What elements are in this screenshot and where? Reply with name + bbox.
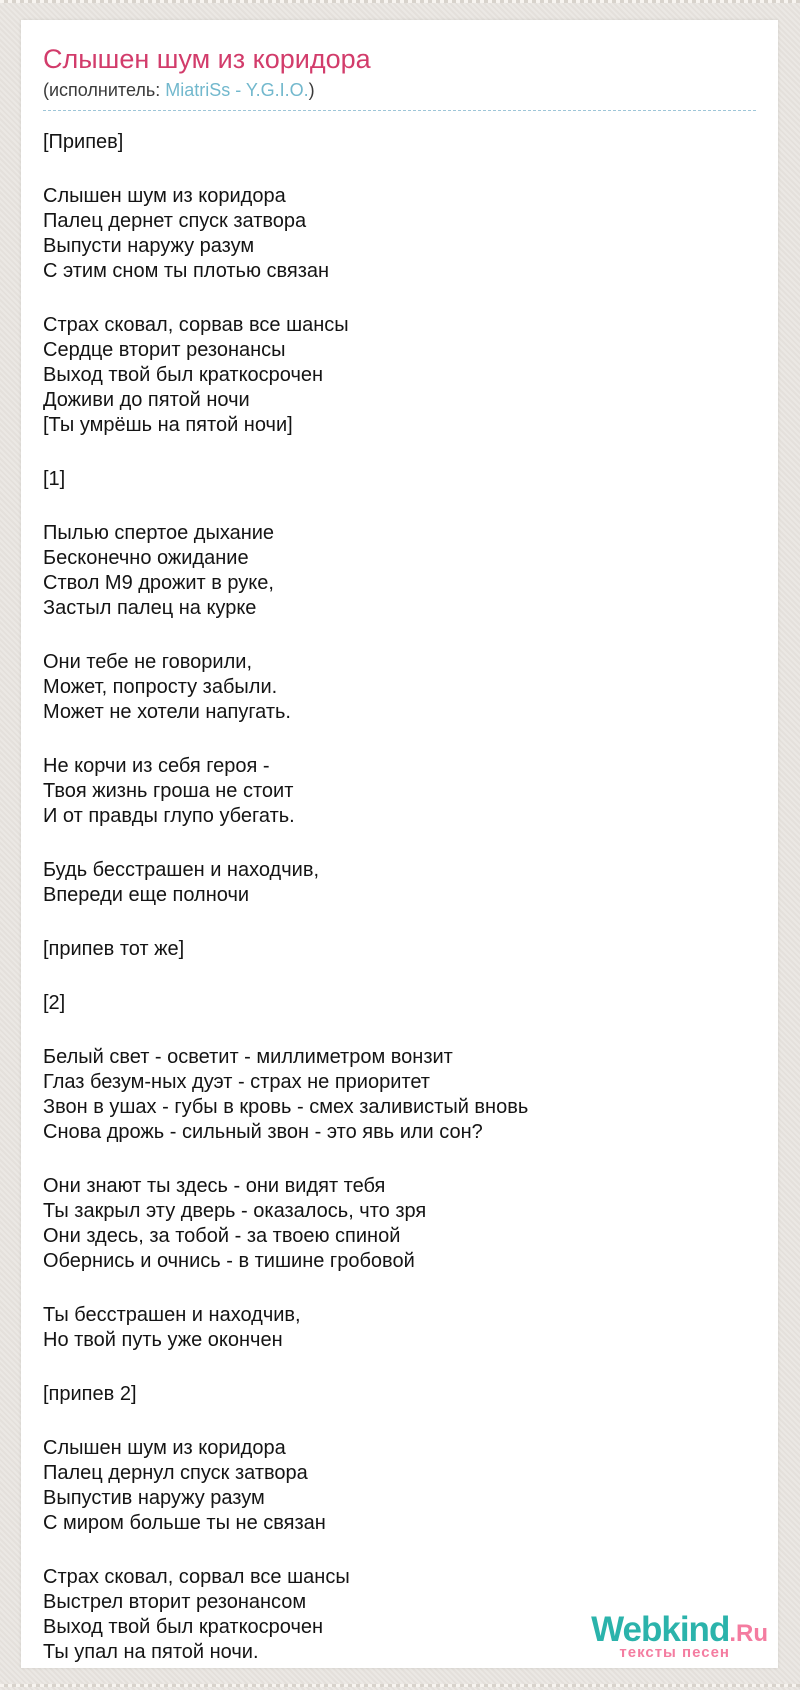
lyric-line: С этим сном ты плотью связан (43, 260, 330, 282)
lyric-line: [припев тот же] (43, 938, 185, 960)
lyric-line: Снова дрожь - сильный звон - это явь или сон? (43, 1121, 483, 1143)
page-title: Слышен шум из коридора (43, 44, 371, 74)
site-logo[interactable] (591, 1612, 768, 1660)
lyric-line: Они здесь, за тобой - за твоею спиной (43, 1225, 401, 1247)
lyrics-card (21, 20, 778, 1668)
bottom-dashed-border (0, 1684, 800, 1687)
lyric-line: [1] (43, 468, 66, 490)
lyric-line: Может, попросту забыли. (43, 676, 278, 698)
lyric-line: Бесконечно ожидание (43, 547, 249, 569)
stanza (43, 130, 756, 155)
lyric-line: Но твой путь уже окончен (43, 1329, 283, 1351)
stanza (43, 1382, 756, 1407)
lyric-line: Не корчи из себя героя - (43, 755, 270, 777)
stanza (43, 991, 756, 1016)
lyric-line: Ствол М9 дрожит в руке, (43, 572, 274, 594)
lyrics (43, 130, 756, 1665)
lyric-line: Звон в ушах - губы в кровь - смех заливистый вновь (43, 1096, 529, 1118)
top-dashed-border (0, 0, 800, 3)
stanza (43, 313, 756, 438)
lyric-line: [Ты умрёшь на пятой ночи] (43, 414, 293, 436)
lyric-line: Выход твой был краткосрочен (43, 364, 324, 386)
lyric-line: Палец дернет спуск затвора (43, 210, 307, 232)
lyric-line: Может не хотели напугать. (43, 701, 291, 723)
lyric-line: Страх сковал, сорвав все шансы (43, 314, 349, 336)
stanza (43, 1436, 756, 1536)
lyric-line: Ты упал на пятой ночи. (43, 1641, 259, 1663)
lyric-line: Выстрел вторит резонансом (43, 1591, 307, 1613)
lyric-line: [припев 2] (43, 1383, 137, 1405)
lyric-line: Впереди еще полночи (43, 884, 250, 906)
stanza (43, 184, 756, 284)
lyric-line: Выход твой был краткосрочен (43, 1616, 324, 1638)
artist-line (43, 80, 756, 111)
lyric-line: [Припев] (43, 131, 124, 153)
lyric-line: Ты закрыл эту дверь - оказалось, что зря (43, 1200, 427, 1222)
stanza (43, 467, 756, 492)
lyric-line: Выпустив наружу разум (43, 1487, 265, 1509)
stanza (43, 858, 756, 908)
lyric-line: Выпусти наружу разум (43, 235, 255, 257)
stanza (43, 1174, 756, 1274)
lyric-line: Они знают ты здесь - они видят тебя (43, 1175, 386, 1197)
lyric-line: Они тебе не говорили, (43, 651, 252, 673)
lyric-line: [2] (43, 992, 66, 1014)
stanza (43, 650, 756, 725)
lyric-line: Белый свет - осветит - миллиметром вонзит (43, 1046, 453, 1068)
lyric-line: И от правды глупо убегать. (43, 805, 295, 827)
lyric-line: С миром больше ты не связан (43, 1512, 326, 1534)
lyric-line: Ты бесстрашен и находчив, (43, 1304, 301, 1326)
lyric-line: Пылью спертое дыхание (43, 522, 275, 544)
artist-label: (исполнитель: (43, 80, 166, 100)
lyric-line: Сердце вторит резонансы (43, 339, 286, 361)
stanza (43, 937, 756, 962)
stanza (43, 521, 756, 621)
artist-link[interactable]: MiatriSs - Y.G.I.O. (165, 80, 309, 100)
lyric-line: Доживи до пятой ночи (43, 389, 250, 411)
lyric-line: Будь бесстрашен и находчив, (43, 859, 319, 881)
lyric-line: Страх сковал, сорвал все шансы (43, 1566, 350, 1588)
lyric-line: Застыл палец на курке (43, 597, 257, 619)
lyric-line: Слышен шум из коридора (43, 185, 286, 207)
stanza (43, 1303, 756, 1353)
lyric-line: Обернись и очнись - в тишине гробовой (43, 1250, 415, 1272)
lyric-line: Слышен шум из коридора (43, 1437, 286, 1459)
logo-tagline: тексты песен (619, 1644, 730, 1661)
lyric-line: Палец дернул спуск затвора (43, 1462, 308, 1484)
logo-suffix-text: .Ru (729, 1620, 768, 1647)
logo-wordmark (591, 1612, 768, 1647)
lyric-line: Твоя жизнь гроша не стоит (43, 780, 294, 802)
stanza (43, 754, 756, 829)
logo-main-text: Webkind (591, 1610, 730, 1649)
artist-suffix: ) (308, 80, 315, 100)
lyric-line: Глаз безум-ных дуэт - страх не приоритет (43, 1071, 430, 1093)
stanza (43, 1045, 756, 1145)
